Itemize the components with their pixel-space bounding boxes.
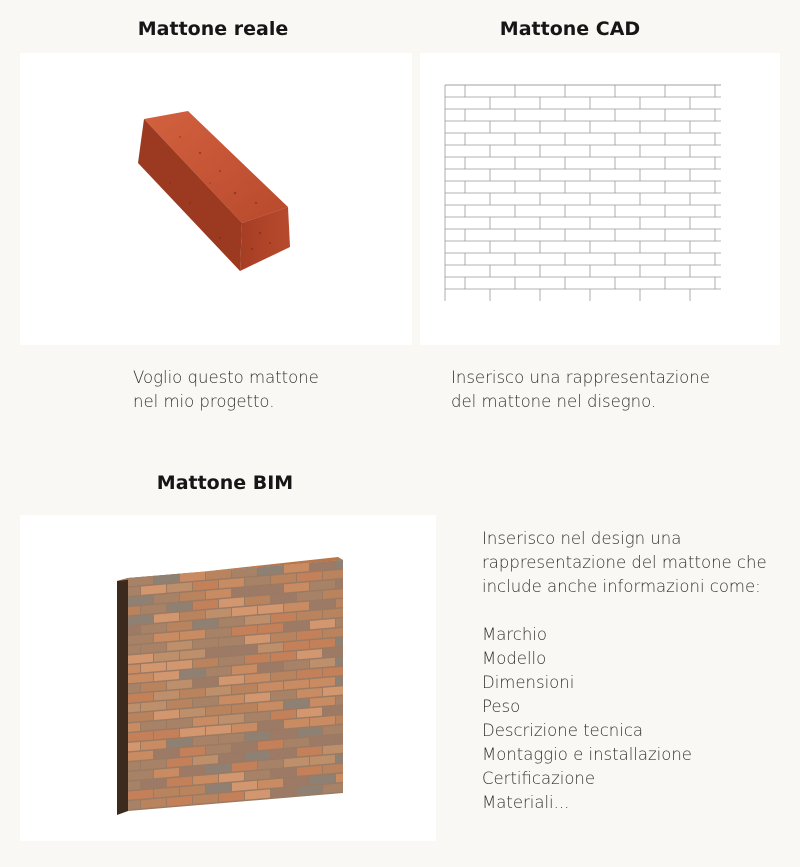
wall-brick	[128, 800, 140, 809]
description-line: Inserisco nel design una	[482, 529, 682, 548]
wall-brick	[336, 754, 343, 763]
wall-brick	[128, 761, 140, 770]
wall-brick	[323, 686, 343, 696]
cad-brick-caption	[451, 366, 771, 414]
wall-brick	[323, 667, 343, 677]
real-brick-image	[20, 53, 412, 345]
wall-brick	[336, 715, 343, 724]
title-bim-brick: Mattone BIM	[156, 472, 294, 494]
wall-brick	[128, 645, 140, 654]
wall-brick	[323, 783, 343, 793]
wall-brick	[128, 742, 140, 751]
wall-brick	[336, 638, 343, 647]
list-item: Descrizione tecnica	[482, 721, 644, 740]
wall-brick	[128, 606, 140, 615]
wall-brick	[336, 677, 343, 686]
wall-brick	[323, 628, 343, 638]
cad-brick-drawing	[420, 53, 780, 345]
list-item: Materiali...	[482, 793, 570, 812]
wall-brick	[323, 706, 343, 716]
wall-face	[117, 578, 128, 815]
bim-brick-panel	[20, 515, 436, 841]
list-item: Montaggio e installazione	[482, 745, 692, 764]
list-item: Peso	[482, 697, 521, 716]
wall-brick	[323, 589, 343, 599]
wall-brick	[336, 560, 343, 569]
wall-brick	[336, 599, 343, 608]
caption-line: nel mio progetto.	[133, 392, 275, 411]
wall-brick	[323, 570, 343, 580]
wall-brick	[323, 725, 343, 735]
title-real-brick: Mattone reale	[137, 18, 289, 40]
list-item: Modello	[482, 649, 547, 668]
wall-brick	[128, 781, 140, 790]
description-line: rappresentazione del mattone che	[482, 553, 767, 572]
bim-brick-wall	[20, 515, 436, 841]
bim-brick-description	[482, 527, 782, 815]
wall-brick	[128, 723, 140, 732]
description-line: include anche informazioni come:	[482, 577, 761, 596]
wall-brick	[323, 744, 343, 754]
cad-brick-panel	[420, 53, 780, 345]
wall-brick	[336, 696, 343, 705]
caption-line: Voglio questo mattone	[133, 368, 319, 387]
wall-brick	[336, 657, 343, 666]
real-brick-caption	[133, 366, 393, 414]
wall-brick	[128, 626, 140, 635]
wall-brick	[336, 579, 343, 588]
caption-line: del mattone nel disegno.	[451, 392, 657, 411]
wall-brick	[128, 703, 140, 712]
wall-brick	[336, 774, 343, 783]
wall-brick	[128, 684, 140, 693]
wall-brick	[336, 618, 343, 627]
wall-brick	[128, 664, 140, 673]
list-item: Dimensioni	[482, 673, 575, 692]
caption-line: Inserisco una rappresentazione	[451, 368, 710, 387]
wall-brick	[336, 735, 343, 744]
wall-brick	[323, 764, 343, 774]
title-cad-brick: Mattone CAD	[499, 18, 641, 40]
real-brick-panel	[20, 53, 412, 345]
list-item: Marchio	[482, 625, 547, 644]
wall-brick	[323, 647, 343, 657]
wall-brick	[128, 587, 140, 596]
wall-brick	[323, 609, 343, 619]
list-item: Certificazione	[482, 769, 596, 788]
bim-info-list	[482, 623, 782, 815]
